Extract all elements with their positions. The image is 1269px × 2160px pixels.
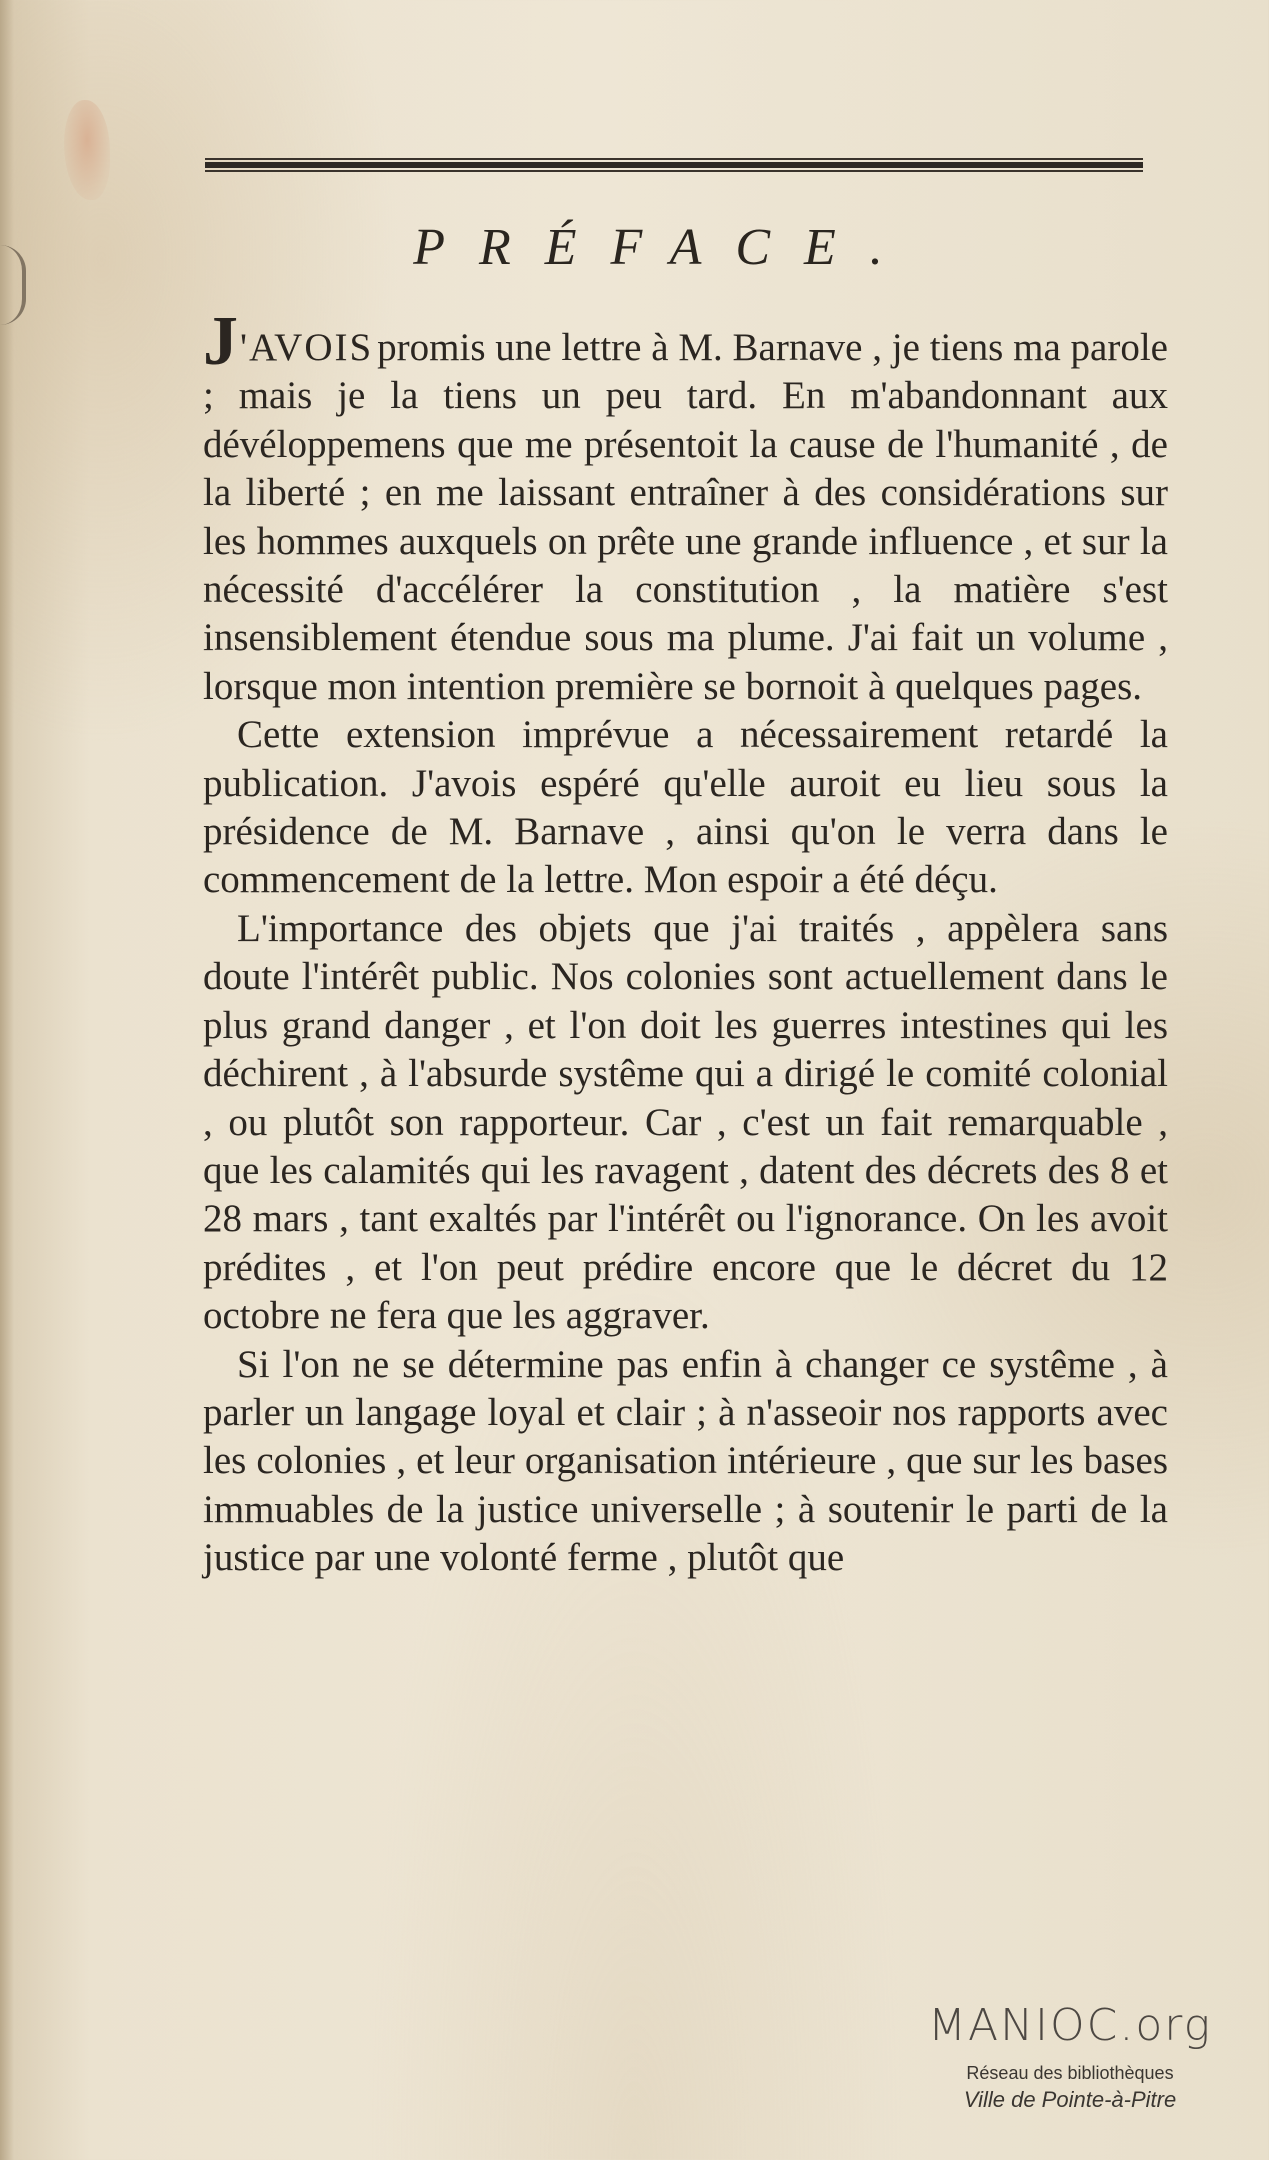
watermark-city: Ville de Pointe-à-Pitre (963, 2087, 1177, 2112)
header-rule-top-line (205, 158, 1143, 160)
header-rule-bottom-line (205, 170, 1143, 172)
manioc-watermark (870, 2000, 1269, 2114)
header-rule-thick-line (205, 162, 1143, 168)
page-title: PRÉFACE. (413, 219, 917, 276)
paper-stain (64, 100, 110, 200)
manioc-logo: MANIOC.org (928, 2000, 1212, 2051)
paragraph-4: Si l'on ne se détermine pas enfin à changer ce systême , à parler un langage loyal et clair ; à n'asseoir nos rapports avec les colonies , et leur organisation intérieure , que sur les bases immuables de la justice universelle ; à soutenir le parti de la justice par une volonté ferme , plutôt que (203, 1342, 1168, 1580)
watermark-network: Réseau des bibliothèques (966, 2063, 1174, 2083)
header-rule (205, 158, 1143, 172)
binding-mark (0, 245, 26, 325)
paragraph-2: Cette extension imprévue a nécessairement retardé la publication. J'avois espéré qu'elle auroit eu lieu sous la présidence de M. Barnave , ainsi qu'on le verra dans le commencement de la lettre. Mon espoir a été déçu. (203, 713, 1168, 902)
opening-small-caps: 'AVOIS (240, 326, 374, 369)
paragraph-3: L'importance des objets que j'ai traités , appèlera sans doute l'intérêt public. Nos colonies sont actuellement dans le plus grand danger , et l'on doit les guerres intestines qui les déchirent , à l'absurde systême qui a dirigé le comité colonial , ou plutôt son rapporteur. Car , c'est un fait remarquable , que les calamités qui les ravagent , datent des décrets des 8 et 28 mars , tant exaltés par l'intérêt ou l'ignorance. On les avoit prédites , et l'on peut prédire encore que le décret du 12 octobre ne fera que les aggraver. (203, 906, 1168, 1338)
preface-text (203, 303, 1168, 1583)
paragraph-1-text: promis une lettre à M. Barnave , je tiens ma parole ; mais je la tiens un peu tard. En m'abandonnant aux dévéloppemens que me présentoit la cause de l'humanité , de la liberté ; en me laissant entraîner à des considérations sur les hommes auxquels on prête une grande influence , et sur la nécessité d'accélérer la constitution , la matière s'est insensiblement étendue sous ma plume. J'ai fait un volume , lorsque mon intention première se bornoit à quelques pages. (203, 326, 1168, 708)
drop-cap: J (203, 303, 238, 380)
paragraph-1 (203, 303, 1168, 711)
